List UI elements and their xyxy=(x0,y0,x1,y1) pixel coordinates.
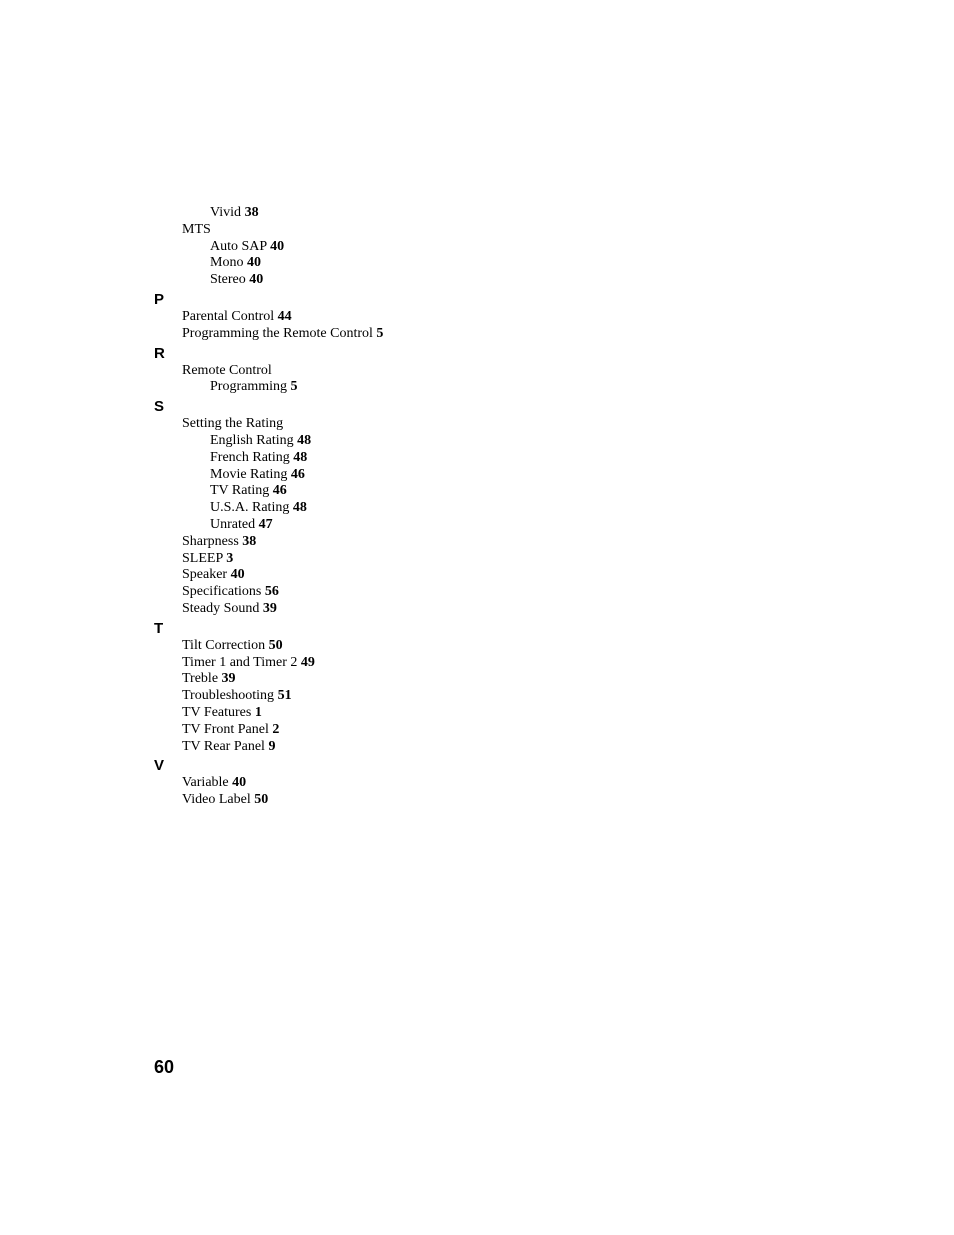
index-term: Sharpness xyxy=(182,533,239,549)
index-entry xyxy=(154,222,654,239)
index-entry xyxy=(154,363,654,380)
index-term: English Rating xyxy=(210,432,294,448)
index-subentry xyxy=(154,433,654,450)
index-term: TV Rating xyxy=(210,483,270,499)
index-page-ref: 49 xyxy=(300,654,315,670)
index-page-ref: 38 xyxy=(242,533,257,549)
index-entry xyxy=(154,601,654,618)
index-page-ref: 40 xyxy=(230,567,245,583)
index-entry xyxy=(154,775,654,792)
index-term: Mono xyxy=(210,255,244,271)
index-page-ref: 5 xyxy=(290,379,298,395)
index-section-letter: V xyxy=(154,757,165,775)
index-term: French Rating xyxy=(210,449,290,465)
index-list xyxy=(154,205,654,809)
index-subentry xyxy=(154,500,654,517)
index-term: Timer 1 and Timer 2 xyxy=(182,654,298,670)
index-term: Treble xyxy=(182,671,219,687)
index-term: TV Rear Panel xyxy=(182,738,265,754)
page-number: 60 xyxy=(154,1057,175,1077)
index-section-letter: S xyxy=(154,398,165,416)
index-term: Specifications xyxy=(182,584,262,600)
index-entry xyxy=(154,551,654,568)
index-subentry xyxy=(154,517,654,534)
index-subentry xyxy=(154,379,654,396)
index-term: U.S.A. Rating xyxy=(210,500,290,516)
index-term: Programming xyxy=(210,379,287,395)
index-subentry xyxy=(154,239,654,256)
index-subentry xyxy=(154,272,654,289)
index-term: Troubleshooting xyxy=(182,688,275,704)
index-entry xyxy=(154,326,654,343)
index-entry xyxy=(154,688,654,705)
index-entry xyxy=(154,655,654,672)
index-term: Movie Rating xyxy=(210,466,288,482)
index-entry xyxy=(154,671,654,688)
index-term: TV Features xyxy=(182,704,252,720)
index-entry xyxy=(154,705,654,722)
index-entry xyxy=(154,416,654,433)
index-entry xyxy=(154,309,654,326)
index-page-ref: 9 xyxy=(268,738,276,754)
index-entry xyxy=(154,739,654,756)
index-page-ref: 40 xyxy=(249,272,264,288)
index-page-ref: 56 xyxy=(264,584,279,600)
index-page-ref: 40 xyxy=(232,775,247,791)
index-page-ref: 48 xyxy=(297,432,312,448)
index-term: Stereo xyxy=(210,272,246,288)
index-subentry xyxy=(154,483,654,500)
index-term: SLEEP xyxy=(182,550,223,566)
index-page-ref: 50 xyxy=(268,637,283,653)
index-page-ref: 48 xyxy=(292,500,307,516)
index-page-ref: 3 xyxy=(226,550,234,566)
index-term: Video Label xyxy=(182,792,251,808)
index-page-ref: 46 xyxy=(272,483,287,499)
index-entry xyxy=(154,792,654,809)
index-term: TV Front Panel xyxy=(182,721,269,737)
index-page-ref: 44 xyxy=(277,308,292,324)
index-term: Unrated xyxy=(210,516,256,532)
index-page-ref: 50 xyxy=(254,792,269,808)
index-section-letter: T xyxy=(154,619,164,637)
index-subentry xyxy=(154,467,654,484)
index-section-letter: R xyxy=(154,344,165,362)
index-term: MTS xyxy=(182,221,211,237)
index-entry xyxy=(154,534,654,551)
index-page-ref: 40 xyxy=(246,255,261,271)
index-entry xyxy=(154,638,654,655)
index-page-ref: 1 xyxy=(254,704,262,720)
index-subentry xyxy=(154,205,654,222)
index-page-ref: 38 xyxy=(244,205,259,220)
index-term: Tilt Correction xyxy=(182,637,266,653)
index-term: Vivid xyxy=(210,205,242,220)
index-entry xyxy=(154,584,654,601)
index-page-ref: 39 xyxy=(221,671,236,687)
index-subentry xyxy=(154,255,654,272)
index-term: Parental Control xyxy=(182,308,275,324)
index-page-ref: 2 xyxy=(272,721,280,737)
index-subentry xyxy=(154,450,654,467)
index-term: Steady Sound xyxy=(182,600,260,616)
index-page-ref: 40 xyxy=(270,238,285,254)
index-entry xyxy=(154,722,654,739)
index-term: Setting the Rating xyxy=(182,416,284,432)
index-page-ref: 46 xyxy=(290,466,305,482)
index-term: Speaker xyxy=(182,567,228,583)
index-page-ref: 39 xyxy=(262,600,277,616)
index-entry xyxy=(154,567,654,584)
index-term: Remote Control xyxy=(182,362,272,378)
index-section-letter: P xyxy=(154,290,165,308)
index-term: Programming the Remote Control xyxy=(182,325,373,341)
index-page-ref: 47 xyxy=(258,516,273,532)
index-page-ref: 5 xyxy=(376,325,384,341)
index-page-ref: 51 xyxy=(277,688,292,704)
index-term: Variable xyxy=(182,775,229,791)
index-term: Auto SAP xyxy=(210,238,267,254)
index-page-ref: 48 xyxy=(293,449,308,465)
